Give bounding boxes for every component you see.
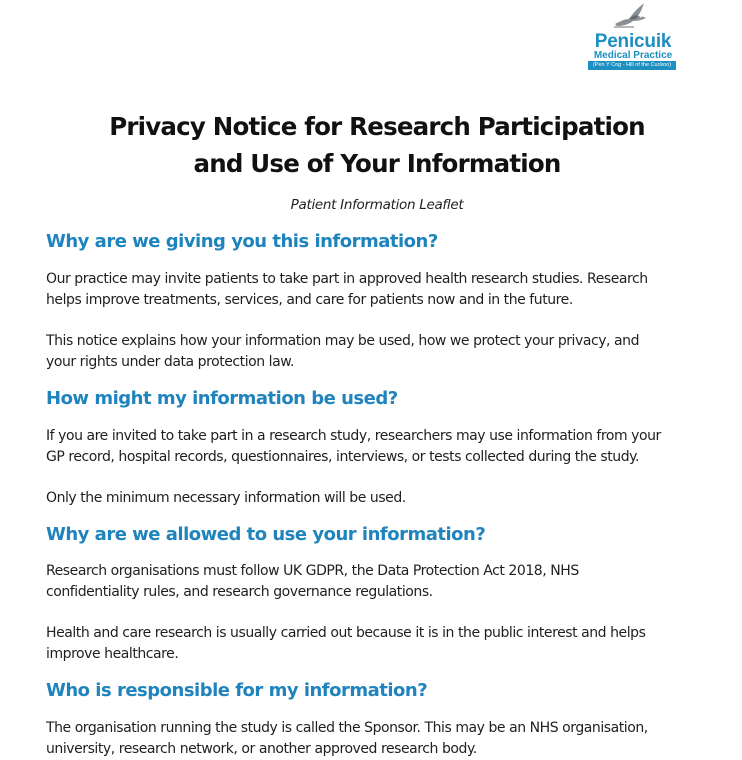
section-heading-why-information: Why are we giving you this information? — [46, 231, 438, 252]
page-title-line-2: and Use of Your Information — [193, 149, 561, 178]
paragraph-line: improve healthcare. — [46, 646, 179, 662]
section-paragraph — [46, 623, 726, 665]
paragraph-line: Research organisations must follow UK GDPR, the Data Protection Act 2018, NHS — [46, 563, 579, 579]
paragraph-line: helps improve treatments, services, and care for patients now and in the future. — [46, 292, 573, 308]
paragraph-line: GP record, hospital records, questionnaires, interviews, or tests collected during the study. — [46, 449, 639, 465]
section-paragraph — [46, 488, 726, 509]
section-paragraph — [46, 561, 726, 603]
logo-tagline: (Pen Y Cog - Hill of the Cuckoo) — [588, 61, 676, 70]
paragraph-line: university, research network, or another approved research body. — [46, 741, 477, 757]
section-heading-how-used: How might my information be used? — [46, 388, 398, 409]
paragraph-line: If you are invited to take part in a research study, researchers may use information from your — [46, 428, 661, 444]
page-title-line-1: Privacy Notice for Research Participation — [109, 112, 645, 141]
paragraph-line: confidentiality rules, and research governance regulations. — [46, 584, 433, 600]
paragraph-line: Only the minimum necessary information will be used. — [46, 490, 406, 506]
paragraph-line: This notice explains how your information may be used, how we protect your privacy, and — [46, 333, 640, 349]
logo-practice-subtitle: Medical Practice — [593, 50, 673, 61]
page-title — [0, 108, 742, 182]
paragraph-line: your rights under data protection law. — [46, 354, 294, 370]
paragraph-line: Health and care research is usually carried out because it is in the public interest and helps — [46, 625, 646, 641]
page-subtitle: Patient Information Leaflet — [290, 197, 464, 213]
practice-logo — [584, 0, 682, 74]
section-paragraph — [46, 269, 726, 311]
section-heading-why-allowed: Why are we allowed to use your information? — [46, 524, 486, 545]
section-heading-who-responsible: Who is responsible for my information? — [46, 680, 428, 701]
paragraph-line: Our practice may invite patients to take part in approved health research studies. Research — [46, 271, 648, 287]
paragraph-line: The organisation running the study is called the Sponsor. This may be an NHS organisation, — [46, 720, 648, 736]
cuckoo-bird-icon — [612, 0, 648, 30]
section-paragraph — [46, 331, 726, 373]
section-paragraph — [46, 718, 726, 760]
section-paragraph — [46, 426, 726, 468]
logo-practice-name: Penicuik — [594, 31, 672, 52]
